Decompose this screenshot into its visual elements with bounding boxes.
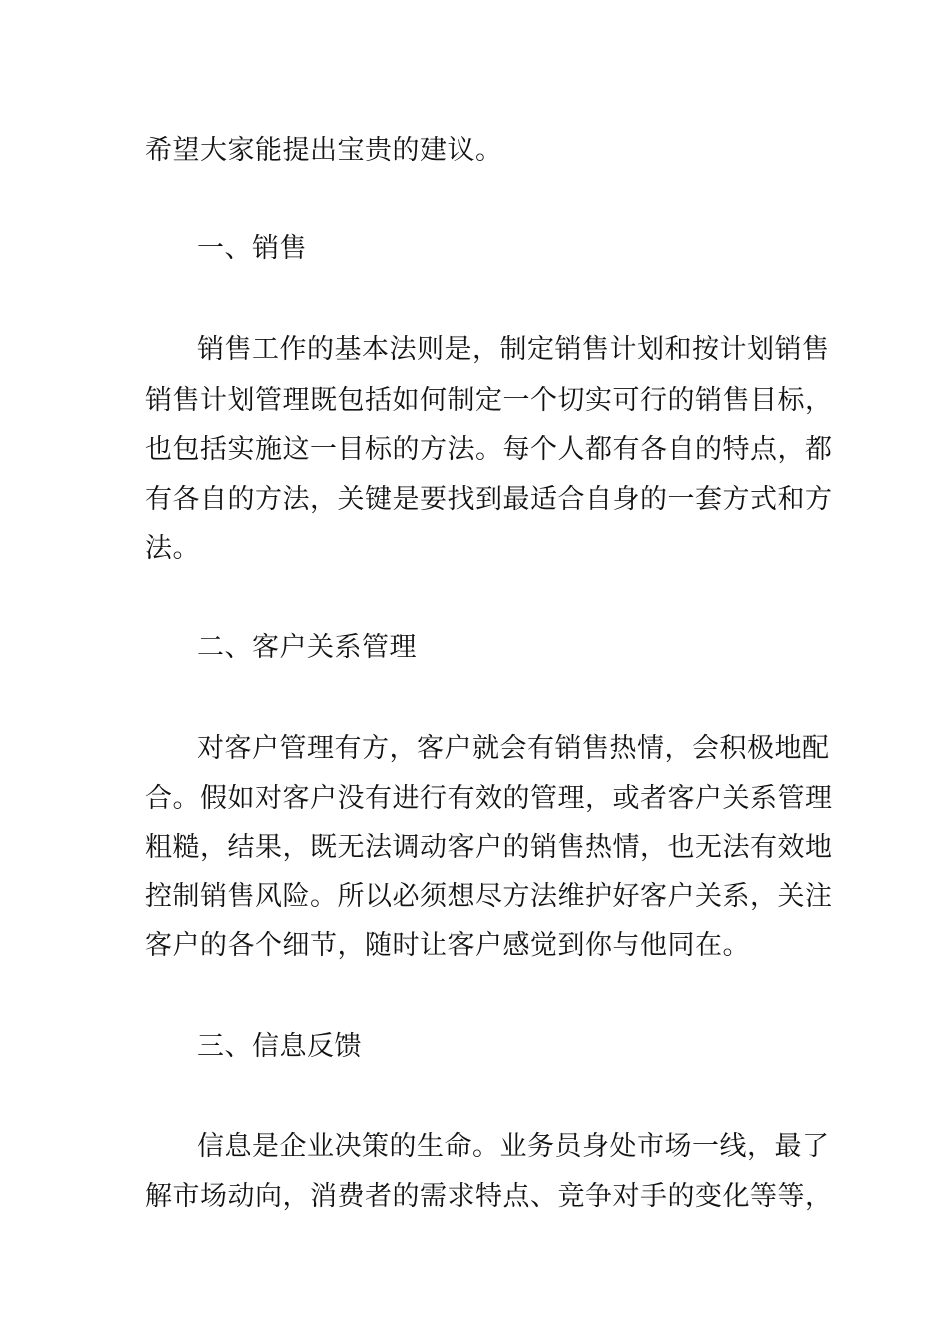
paragraph-line: 法。: [145, 533, 200, 564]
paragraph-line: 解市场动向，消费者的需求特点、竞争对手的变化等等，: [145, 1181, 833, 1212]
paragraph-line: 有各自的方法，关键是要找到最适合自身的一套方式和方: [145, 484, 833, 515]
section-heading-customer-relations: 二、客户关系管理: [197, 632, 417, 663]
section-heading-sales: 一、销售: [197, 233, 307, 264]
paragraph-line: 对客户管理有方，客户就会有销售热情，会积极地配: [197, 733, 830, 764]
section-heading-information-feedback: 三、信息反馈: [197, 1031, 362, 1062]
paragraph-line: 粗糙，结果，既无法调动客户的销售热情，也无法有效地: [145, 832, 833, 863]
paragraph-line: 销售工作的基本法则是，制定销售计划和按计划销售: [197, 334, 830, 365]
paragraph-line: 客户的各个细节，随时让客户感觉到你与他同在。: [145, 930, 750, 961]
paragraph-line: 也包括实施这一目标的方法。每个人都有各自的特点，都: [145, 434, 833, 465]
paragraph-line: 信息是企业决策的生命。业务员身处市场一线，最了: [197, 1131, 830, 1162]
intro-line: 希望大家能提出宝贵的建议。: [145, 135, 503, 166]
paragraph-line: 控制销售风险。所以必须想尽方法维护好客户关系，关注: [145, 881, 833, 912]
paragraph-line: 销售计划管理既包括如何制定一个切实可行的销售目标，: [145, 385, 833, 416]
paragraph-line: 合。假如对客户没有进行有效的管理，或者客户关系管理: [145, 783, 833, 814]
